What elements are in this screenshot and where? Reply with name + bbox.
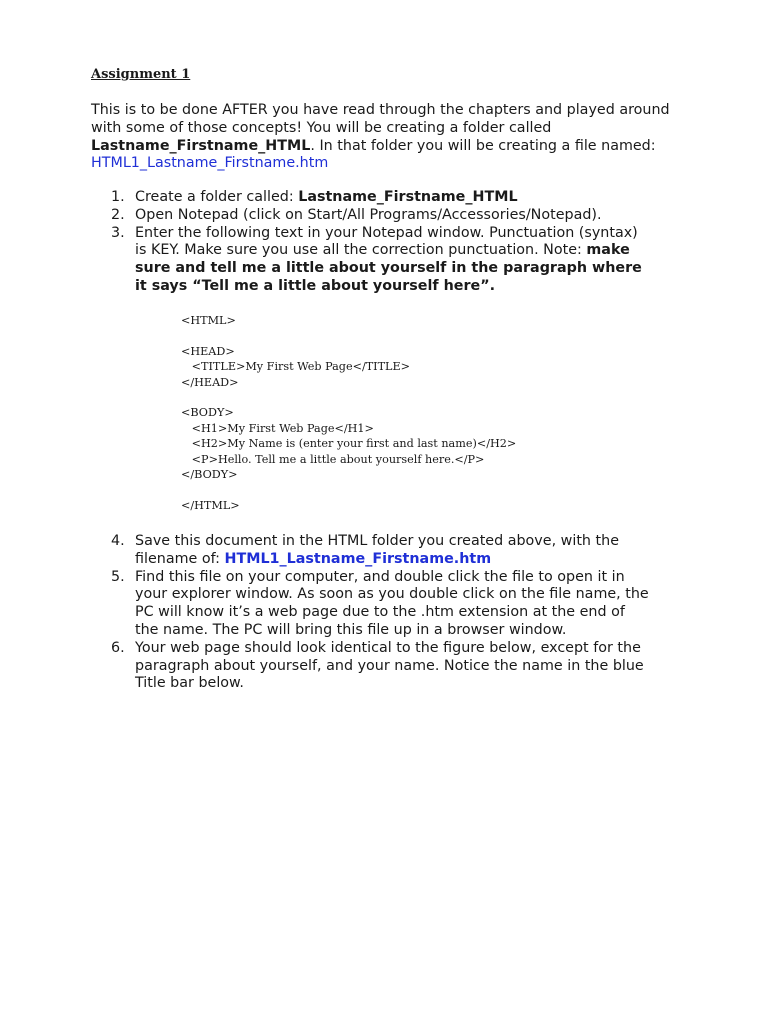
- code-line: <HEAD>: [181, 344, 235, 358]
- step-4: [91, 533, 651, 569]
- step-3-bold: make sure and tell me a little about yourself in the paragraph where it says “Tell me a little about yourself here”.: [135, 242, 642, 294]
- step-4-number: 4.: [111, 533, 125, 549]
- intro-text-1: This is to be done AFTER you have read through the chapters and played around with some of those concepts! You will be creating a folder called: [91, 102, 670, 136]
- step-2-number: 2.: [111, 206, 125, 223]
- step-3-number: 3.: [111, 224, 125, 241]
- code-line: <H1>My First Web Page</H1>: [181, 421, 374, 435]
- code-block: [181, 313, 516, 513]
- code-line: </HEAD>: [181, 375, 239, 389]
- assignment-title: Assignment 1: [91, 67, 191, 82]
- step-1-bold: Lastname_Firstname_HTML: [298, 189, 518, 205]
- intro-paragraph: [91, 102, 691, 173]
- code-line: <HTML>: [181, 314, 236, 327]
- step-5: [91, 569, 651, 640]
- step-3-text: Enter the following text in your Notepad window. Punctuation (syntax) is KEY. Make sure you use all the correction punctuation. Note:: [135, 224, 638, 259]
- steps-list-1: [91, 189, 651, 296]
- step-4-file-link: HTML1_Lastname_Firstname.htm: [224, 550, 492, 567]
- intro-folder-name: Lastname_Firstname_HTML: [91, 137, 311, 154]
- step-4-text: Save this document in the HTML folder you created above, with the filename of:: [135, 533, 619, 567]
- step-6-number: 6.: [111, 639, 125, 656]
- step-1: [91, 189, 651, 207]
- code-line: <H2>My Name is (enter your first and last name)</H2>: [181, 437, 517, 451]
- intro-text-2: . In that folder you will be creating a file named:: [310, 137, 656, 154]
- step-3: [91, 225, 651, 296]
- step-6-text: Your web page should look identical to the figure below, except for the paragraph about yourself, and your name. Notice the name in the blue Title bar below.: [135, 639, 644, 692]
- step-2: [91, 207, 651, 225]
- step-5-number: 5.: [111, 568, 125, 585]
- code-line: <P>Hello. Tell me a little about yourself here.</P>: [181, 452, 485, 466]
- step-1-text: Create a folder called:: [135, 189, 299, 205]
- step-1-number: 1.: [111, 189, 125, 205]
- steps-list-2: [91, 533, 651, 693]
- step-2-text: Open Notepad (click on Start/All Programs/Accessories/Notepad).: [135, 206, 602, 223]
- code-line: <BODY>: [181, 406, 234, 420]
- intro-file-name: HTML1_Lastname_Firstname.htm: [91, 155, 329, 172]
- code-line: </BODY>: [181, 468, 238, 482]
- step-5-text: Find this file on your computer, and double click the file to open it in your explorer window. As soon as you double click on the file name, the PC will know it’s a web page due to the .htm extension at the end of the name. The PC will bring this file up in a browser window.: [135, 568, 649, 638]
- code-line: <TITLE>My First Web Page</TITLE>: [181, 360, 411, 374]
- code-line: </HTML>: [181, 498, 240, 512]
- step-6: [91, 640, 651, 693]
